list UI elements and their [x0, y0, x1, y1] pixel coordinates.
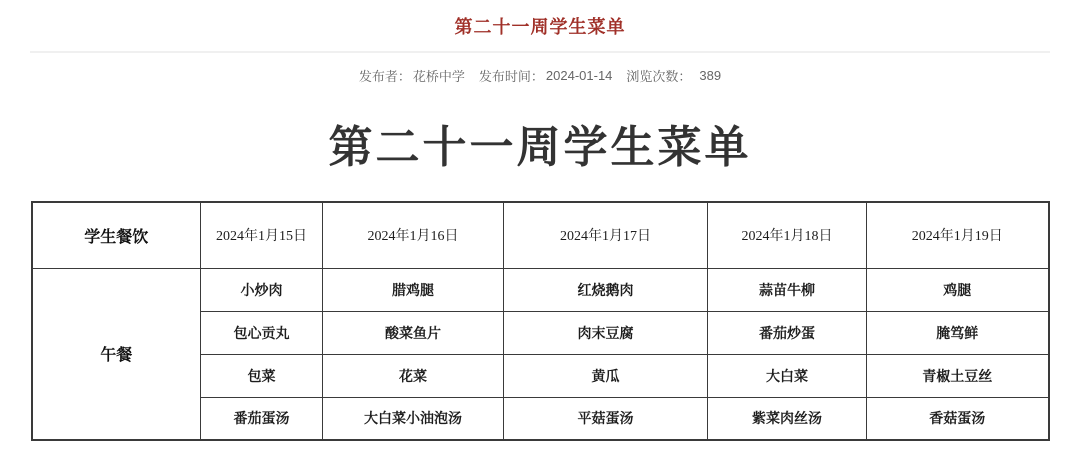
dish-cell: 腌笃鲜 — [867, 311, 1049, 354]
table-header-row — [32, 202, 1049, 268]
publisher-value: 花桥中学 — [412, 69, 465, 84]
dish-cell: 包菜 — [201, 354, 323, 397]
dish-cell: 包心贡丸 — [201, 311, 323, 354]
publisher-label: 发布者： — [358, 69, 411, 84]
header-cell-date-2: 2024年1月16日 — [323, 202, 504, 268]
publish-time-value: 2024-01-14 — [545, 68, 613, 83]
dish-cell: 蒜苗牛柳 — [708, 268, 867, 311]
dish-cell: 番茄蛋汤 — [201, 397, 323, 440]
views-value: 389 — [699, 68, 722, 83]
article-meta — [0, 66, 1080, 85]
header-cell-date-4: 2024年1月18日 — [708, 202, 867, 268]
meal-label-cell: 午餐 — [32, 268, 201, 440]
menu-table — [31, 201, 1050, 441]
dish-cell: 香菇蛋汤 — [867, 397, 1049, 440]
dish-cell: 红烧鹅肉 — [504, 268, 708, 311]
publish-time-label: 发布时间： — [478, 69, 544, 84]
dish-cell: 花菜 — [323, 354, 504, 397]
dish-cell: 平菇蛋汤 — [504, 397, 708, 440]
dish-cell: 紫菜肉丝汤 — [708, 397, 867, 440]
dish-cell: 小炒肉 — [201, 268, 323, 311]
dish-cell: 大白菜 — [708, 354, 867, 397]
table-row — [32, 268, 1049, 311]
header-cell-date-5: 2024年1月19日 — [867, 202, 1049, 268]
title-divider — [30, 51, 1050, 53]
publish-time-pair — [479, 66, 613, 85]
dish-cell: 大白菜小油泡汤 — [323, 397, 504, 440]
dish-cell: 腊鸡腿 — [323, 268, 504, 311]
dish-cell: 番茄炒蛋 — [708, 311, 867, 354]
views-pair — [626, 66, 721, 85]
header-cell-date-1: 2024年1月15日 — [201, 202, 323, 268]
views-label: 浏览次数： — [626, 69, 692, 84]
dish-cell: 酸菜鱼片 — [323, 311, 504, 354]
publisher-pair — [359, 66, 465, 85]
dish-cell: 青椒土豆丝 — [867, 354, 1049, 397]
dish-cell: 鸡腿 — [867, 268, 1049, 311]
dish-cell: 黄瓜 — [504, 354, 708, 397]
header-cell-date-3: 2024年1月17日 — [504, 202, 708, 268]
header-cell-category: 学生餐饮 — [32, 202, 201, 268]
article-heading: 第二十一周学生菜单 — [328, 123, 752, 172]
page-title: 第二十一周学生菜单 — [454, 17, 626, 37]
dish-cell: 肉末豆腐 — [504, 311, 708, 354]
